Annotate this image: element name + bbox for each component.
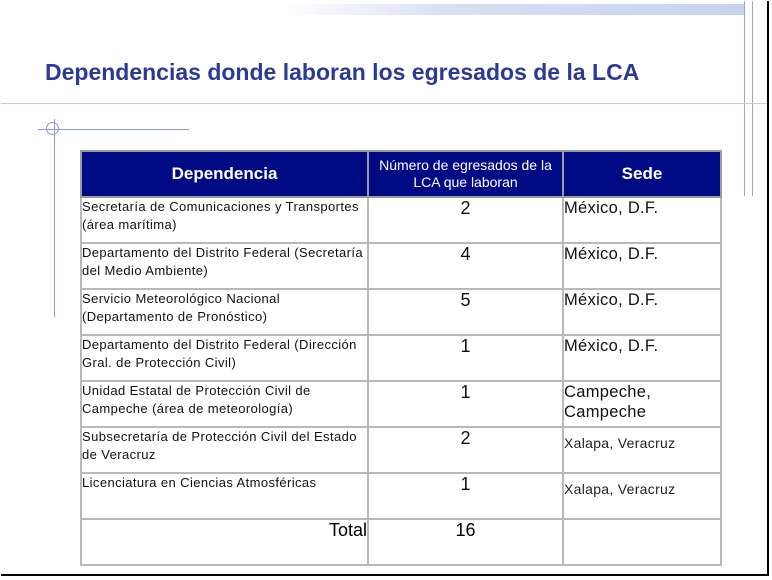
cell-numero: 5: [368, 289, 563, 335]
total-value: 16: [368, 519, 563, 565]
cell-numero: 2: [368, 197, 563, 243]
header-dependencia: Dependencia: [81, 151, 368, 197]
decorative-vertical-line: [752, 1, 753, 196]
title-divider: [1, 103, 769, 104]
cell-numero: 1: [368, 381, 563, 427]
header-numero-egresados: Número de egresados de la LCA que laboran: [368, 151, 563, 197]
table-row: [81, 381, 721, 427]
cell-dependencia: Secretaría de Comunicaciones y Transportes (área marítima): [81, 197, 368, 243]
table-header-row: [81, 151, 721, 197]
cell-dependencia: Departamento del Distrito Federal (Dirección Gral. de Protección Civil): [81, 335, 368, 381]
total-label: Total: [81, 519, 368, 565]
table-row: [81, 289, 721, 335]
cell-numero: 2: [368, 427, 563, 473]
cell-dependencia: Servicio Meteorológico Nacional (Departamento de Pronóstico): [81, 289, 368, 335]
cell-numero: 1: [368, 473, 563, 519]
cell-dependencia: Departamento del Distrito Federal (Secretaría del Medio Ambiente): [81, 243, 368, 289]
cell-dependencia: Subsecretaría de Protección Civil del Estado de Veracruz: [81, 427, 368, 473]
header-sede: Sede: [563, 151, 721, 197]
cell-dependencia: Licenciatura en Ciencias Atmosféricas: [81, 473, 368, 519]
decorative-vertical-line: [54, 119, 55, 317]
cell-sede: México, D.F.: [563, 335, 721, 381]
table-row: [81, 427, 721, 473]
cell-sede: Campeche, Campeche: [563, 381, 721, 427]
table-row: [81, 473, 721, 519]
cell-sede: Xalapa, Veracruz: [563, 427, 721, 473]
table-row: [81, 197, 721, 243]
cell-dependencia: Unidad Estatal de Protección Civil de Campeche (área de meteorología): [81, 381, 368, 427]
cell-sede: Xalapa, Veracruz: [563, 473, 721, 519]
cell-numero: 4: [368, 243, 563, 289]
cell-sede: México, D.F.: [563, 243, 721, 289]
decorative-vertical-line: [744, 1, 745, 196]
crosshair-circle-icon: [46, 122, 59, 135]
total-sede-empty: [563, 519, 721, 565]
table-total-row: [81, 519, 721, 565]
cell-sede: México, D.F.: [563, 289, 721, 335]
slide: [1, 1, 769, 576]
decorative-horizontal-line: [38, 129, 189, 130]
cell-numero: 1: [368, 335, 563, 381]
cell-sede: México, D.F.: [563, 197, 721, 243]
table-row: [81, 243, 721, 289]
egresados-table: [80, 150, 722, 566]
table-row: [81, 335, 721, 381]
decorative-top-band: [284, 4, 744, 15]
slide-title: Dependencias donde laboran los egresados de la LCA: [45, 59, 640, 85]
